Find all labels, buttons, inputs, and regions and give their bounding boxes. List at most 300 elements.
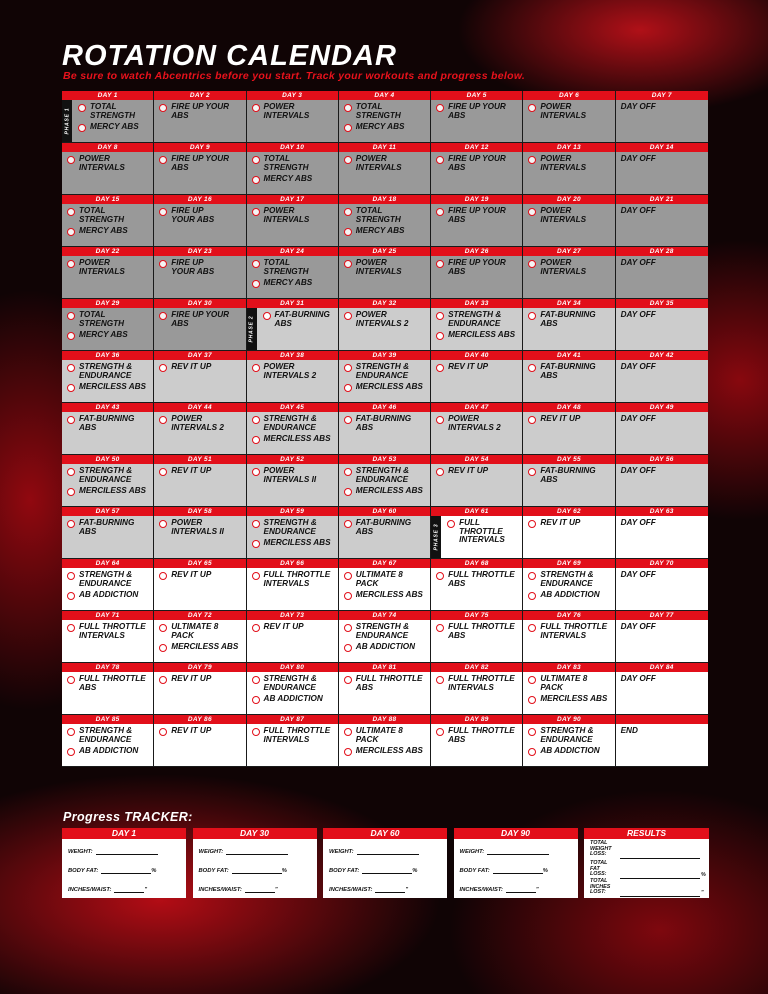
workout-entry[interactable] [344, 227, 428, 236]
workout-name [79, 467, 132, 484]
workout-entry[interactable] [67, 383, 151, 392]
day-header: DAY 10 [247, 143, 338, 152]
workout-entry[interactable] [436, 727, 520, 744]
workout-entry[interactable] [436, 675, 520, 692]
workout-name-line: POWER [171, 414, 203, 423]
workout-entry[interactable] [252, 727, 336, 744]
workout-name-line: MERCY ABS [79, 330, 128, 340]
workout-entry[interactable] [344, 259, 428, 276]
field-label: INCHES/WAIST: [198, 887, 242, 893]
body-fat-field[interactable] [199, 867, 287, 874]
workout-entry[interactable] [159, 623, 243, 640]
workout-name-line: REV IT UP [171, 466, 212, 475]
day-header: DAY 67 [339, 559, 430, 568]
checkbox-circle-icon[interactable] [67, 384, 75, 392]
workout-name-line: ABS [540, 370, 558, 380]
day-header: DAY 49 [616, 403, 708, 412]
write-in-line[interactable] [487, 848, 549, 855]
workout-name [356, 363, 409, 380]
checkbox-circle-icon[interactable] [436, 332, 444, 340]
workout-entry[interactable] [252, 695, 336, 704]
workout-entry[interactable] [344, 591, 428, 600]
workout-entry[interactable] [528, 747, 612, 756]
write-in-line[interactable] [493, 867, 543, 874]
workout-entry[interactable] [528, 103, 612, 120]
workout-entry[interactable] [528, 415, 612, 424]
checkbox-circle-icon[interactable] [67, 748, 75, 756]
checkbox-circle-icon[interactable] [78, 124, 86, 132]
workout-entry[interactable] [67, 571, 151, 588]
checkbox-circle-icon[interactable] [436, 364, 444, 372]
checkbox-circle-icon[interactable] [436, 624, 444, 632]
write-in-line[interactable] [362, 867, 412, 874]
workout-entry[interactable] [159, 727, 243, 736]
body-fat-field[interactable] [460, 867, 548, 874]
workout-entry[interactable] [344, 727, 428, 744]
checkbox-circle-icon[interactable] [436, 416, 444, 424]
day-header: DAY 86 [154, 715, 245, 724]
workout-name-line: FULL [459, 518, 480, 527]
checkbox-circle-icon[interactable] [67, 572, 75, 580]
workout-entry[interactable] [67, 675, 151, 692]
workout-entry[interactable] [159, 207, 243, 224]
workout-entry[interactable] [344, 155, 428, 172]
workout-name-line: ABS [448, 734, 466, 744]
checkbox-circle-icon[interactable] [67, 728, 75, 736]
workout-name [171, 519, 224, 536]
workout-entry[interactable] [67, 415, 151, 432]
checkbox-circle-icon[interactable] [344, 104, 352, 112]
workout-entry[interactable] [344, 571, 428, 588]
checkbox-circle-icon[interactable] [159, 644, 167, 652]
checkbox-circle-icon[interactable] [436, 156, 444, 164]
calendar-day-cell [616, 559, 708, 611]
workout-name [448, 155, 506, 172]
checkbox-circle-icon[interactable] [252, 208, 260, 216]
checkbox-circle-icon[interactable] [67, 260, 75, 268]
checkbox-circle-icon[interactable] [67, 364, 75, 372]
checkbox-circle-icon[interactable] [528, 624, 536, 632]
workout-entry[interactable] [67, 747, 151, 756]
workout-name [356, 103, 401, 120]
workout-entry[interactable] [528, 155, 612, 172]
write-in-line[interactable] [620, 895, 700, 897]
workout-name-line: YOUR ABS [171, 266, 215, 276]
checkbox-circle-icon[interactable] [344, 260, 352, 268]
weight-field[interactable] [68, 848, 158, 855]
checkbox-circle-icon[interactable] [528, 208, 536, 216]
write-in-line[interactable] [375, 886, 405, 893]
workout-name [356, 155, 402, 172]
checkbox-circle-icon[interactable] [344, 748, 352, 756]
checkbox-circle-icon[interactable] [252, 364, 260, 372]
checkbox-circle-icon[interactable] [528, 104, 536, 112]
workout-entry[interactable] [252, 279, 336, 288]
workout-entry[interactable] [67, 467, 151, 484]
checkbox-circle-icon[interactable] [344, 312, 352, 320]
workout-name-line: STRENGTH [90, 110, 136, 120]
total-weight-loss-field[interactable] [590, 841, 705, 859]
workout-entry[interactable] [528, 363, 612, 380]
calendar-day-cell [431, 559, 523, 611]
checkbox-circle-icon[interactable] [344, 676, 352, 684]
workout-entry[interactable] [67, 727, 151, 744]
checkbox-circle-icon[interactable] [528, 520, 536, 528]
checkbox-circle-icon[interactable] [528, 260, 536, 268]
checkbox-circle-icon[interactable] [67, 488, 75, 496]
workout-entry[interactable] [159, 311, 243, 328]
workout-entry[interactable] [67, 331, 151, 340]
workout-entry[interactable] [67, 363, 151, 380]
checkbox-circle-icon[interactable] [252, 468, 260, 476]
workout-entry[interactable] [528, 623, 612, 640]
workout-entry[interactable] [67, 623, 151, 640]
calendar-day-cell [523, 299, 615, 351]
workout-name-line: STRENGTH & [263, 674, 317, 683]
checkbox-circle-icon[interactable] [67, 416, 75, 424]
workout-name [356, 487, 423, 496]
workout-entry[interactable] [159, 643, 243, 652]
workout-name-line: STRENGTH & [448, 310, 502, 319]
body-fat-field[interactable] [68, 867, 156, 874]
checkbox-circle-icon[interactable] [252, 156, 260, 164]
workout-entry[interactable] [159, 571, 243, 580]
workout-entry[interactable] [344, 207, 428, 224]
checkbox-circle-icon[interactable] [159, 676, 167, 684]
checkbox-circle-icon[interactable] [528, 156, 536, 164]
checkbox-circle-icon[interactable] [67, 624, 75, 632]
checkbox-circle-icon[interactable] [344, 572, 352, 580]
checkbox-circle-icon[interactable] [436, 104, 444, 112]
checkbox-circle-icon[interactable] [159, 468, 167, 476]
workout-entry[interactable] [436, 207, 520, 224]
workout-entry[interactable] [344, 747, 428, 756]
checkbox-circle-icon[interactable] [67, 312, 75, 320]
checkbox-circle-icon[interactable] [528, 748, 536, 756]
checkbox-circle-icon[interactable] [67, 332, 75, 340]
workout-entry[interactable] [344, 123, 428, 132]
checkbox-circle-icon[interactable] [528, 696, 536, 704]
day-header: DAY 39 [339, 351, 430, 360]
workout-entry[interactable] [67, 519, 151, 536]
workout-entry[interactable] [344, 311, 428, 328]
workout-entry[interactable] [252, 467, 336, 484]
workout-entry[interactable] [159, 103, 243, 120]
checkbox-circle-icon[interactable] [436, 728, 444, 736]
checkbox-circle-icon[interactable] [159, 208, 167, 216]
checkbox-circle-icon[interactable] [436, 208, 444, 216]
workout-entry[interactable] [252, 623, 336, 632]
weight-field[interactable] [329, 848, 419, 855]
workout-entry[interactable] [344, 519, 428, 536]
inches-waist-field[interactable] [199, 886, 278, 893]
checkbox-circle-icon[interactable] [344, 624, 352, 632]
checkbox-circle-icon[interactable] [344, 384, 352, 392]
workout-entry[interactable] [159, 155, 243, 172]
workout-entry[interactable] [436, 623, 520, 640]
checkbox-circle-icon[interactable] [252, 280, 260, 288]
workout-entry[interactable] [344, 103, 428, 120]
workout-name-line: FAT-BURNING [540, 310, 596, 319]
workout-entry[interactable] [528, 727, 612, 744]
write-in-line[interactable] [96, 848, 158, 855]
write-in-line[interactable] [101, 867, 151, 874]
checkbox-circle-icon[interactable] [344, 208, 352, 216]
calendar-day-cell [616, 403, 708, 455]
workout-entry[interactable] [159, 363, 243, 372]
workout-name-line: END [620, 726, 638, 735]
write-in-line[interactable] [620, 857, 700, 859]
workout-entry[interactable] [436, 467, 520, 476]
workout-entry[interactable] [252, 571, 336, 588]
checkbox-circle-icon[interactable] [344, 228, 352, 236]
workout-name-line: FULL THROTTLE [263, 570, 331, 579]
workout-entry[interactable] [436, 415, 520, 432]
checkbox-circle-icon[interactable] [344, 364, 352, 372]
workout-name [448, 331, 515, 340]
workout-entry[interactable] [344, 383, 428, 392]
workout-entry[interactable] [252, 675, 336, 692]
checkbox-circle-icon[interactable] [252, 436, 260, 444]
workout-entry[interactable] [252, 435, 336, 444]
checkbox-circle-icon[interactable] [252, 696, 260, 704]
workout-entry[interactable] [252, 103, 336, 120]
checkbox-circle-icon[interactable] [528, 572, 536, 580]
calendar-day-cell [62, 247, 154, 299]
workout-entry[interactable] [436, 571, 520, 588]
inches-waist-field[interactable] [460, 886, 539, 893]
workout-entry[interactable] [528, 519, 612, 528]
workout-entry[interactable] [528, 695, 612, 704]
calendar-day-cell [62, 299, 154, 351]
write-in-line[interactable] [357, 848, 419, 855]
calendar-week [62, 663, 708, 715]
weight-field[interactable] [460, 848, 550, 855]
field-label: BODY FAT: [198, 868, 229, 874]
checkbox-circle-icon[interactable] [252, 728, 260, 736]
workout-entry[interactable] [159, 259, 243, 276]
workout-entry[interactable] [67, 259, 151, 276]
checkbox-circle-icon[interactable] [159, 416, 167, 424]
page-subtitle: Be sure to watch Abcentrics before you start. Track your workouts and progress below. [63, 70, 526, 82]
field-label: WEIGHT: [329, 849, 354, 855]
workout-entry[interactable] [528, 591, 612, 600]
checkbox-circle-icon[interactable] [67, 676, 75, 684]
workout-name [264, 539, 331, 548]
calendar-day-cell [523, 91, 615, 143]
workout-name [171, 467, 211, 476]
checkbox-circle-icon[interactable] [263, 312, 271, 320]
checkbox-circle-icon[interactable] [67, 468, 75, 476]
workout-name-line: REV IT UP [448, 466, 489, 475]
workout-entry[interactable] [159, 519, 243, 536]
workout-entry[interactable] [252, 207, 336, 224]
workout-entry[interactable] [344, 675, 428, 692]
workout-entry[interactable] [344, 363, 428, 380]
workout-name [448, 467, 488, 476]
checkbox-circle-icon[interactable] [159, 364, 167, 372]
checkbox-circle-icon[interactable] [436, 572, 444, 580]
workout-entry[interactable] [67, 487, 151, 496]
checkbox-circle-icon[interactable] [528, 468, 536, 476]
write-in-line[interactable] [245, 886, 275, 893]
workout-entry[interactable] [252, 259, 336, 276]
inches-waist-field[interactable] [329, 886, 408, 893]
checkbox-circle-icon[interactable] [344, 416, 352, 424]
workout-name-line: INTERVALS [540, 162, 587, 172]
workout-name [264, 207, 310, 224]
workout-name-line: TOTAL [263, 258, 291, 267]
workout-entry[interactable] [263, 311, 336, 328]
workout-entry[interactable] [159, 467, 243, 476]
workout-entry[interactable] [67, 591, 151, 600]
workout-entry[interactable] [252, 175, 336, 184]
workout-name-line: INTERVALS [540, 630, 587, 640]
checkbox-circle-icon[interactable] [159, 728, 167, 736]
checkbox-circle-icon[interactable] [67, 592, 75, 600]
checkbox-circle-icon[interactable] [344, 728, 352, 736]
day-header: DAY 28 [616, 247, 708, 256]
workout-entry[interactable] [436, 363, 520, 372]
workout-entry[interactable] [67, 311, 151, 328]
workout-entry[interactable] [528, 467, 612, 484]
write-in-line[interactable] [506, 886, 536, 893]
workout-name-line: STRENGTH & [79, 726, 133, 735]
day-header: DAY 62 [523, 507, 614, 516]
checkbox-circle-icon[interactable] [252, 572, 260, 580]
checkbox-circle-icon[interactable] [436, 260, 444, 268]
checkbox-circle-icon[interactable] [528, 676, 536, 684]
workout-name-line: ABS [540, 318, 558, 328]
calendar-day-cell [62, 715, 154, 767]
checkbox-circle-icon[interactable] [447, 520, 455, 528]
workout-entry[interactable] [436, 331, 520, 340]
checkbox-circle-icon[interactable] [252, 540, 260, 548]
checkbox-circle-icon[interactable] [436, 312, 444, 320]
checkbox-circle-icon[interactable] [252, 624, 260, 632]
workout-entry[interactable] [159, 415, 243, 432]
workout-name-line: ENDURANCE [355, 474, 409, 484]
checkbox-circle-icon[interactable] [159, 260, 167, 268]
workout-entry[interactable] [67, 227, 151, 236]
workout-entry[interactable] [78, 123, 151, 132]
checkbox-circle-icon[interactable] [67, 520, 75, 528]
field-label: INCHES/WAIST: [329, 887, 373, 893]
workout-entry[interactable] [528, 207, 612, 224]
write-in-line[interactable] [226, 848, 288, 855]
workout-name-line: FAT-BURNING [274, 310, 330, 319]
checkbox-circle-icon[interactable] [344, 156, 352, 164]
total-inches-lost-field[interactable] [590, 879, 705, 897]
checkbox-circle-icon[interactable] [436, 468, 444, 476]
checkbox-circle-icon[interactable] [67, 156, 75, 164]
checkbox-circle-icon[interactable] [344, 520, 352, 528]
checkbox-circle-icon[interactable] [159, 312, 167, 320]
checkbox-circle-icon[interactable] [252, 260, 260, 268]
workout-name [621, 363, 656, 372]
write-in-line[interactable] [232, 867, 282, 874]
workout-entry[interactable] [344, 623, 428, 640]
write-in-line[interactable] [114, 886, 144, 893]
workout-name-line: INTERVALS [263, 734, 310, 744]
checkbox-circle-icon[interactable] [252, 176, 260, 184]
checkbox-circle-icon[interactable] [528, 592, 536, 600]
checkbox-circle-icon[interactable] [159, 156, 167, 164]
workout-name [540, 591, 599, 600]
workout-entry[interactable] [67, 155, 151, 172]
workout-name-line: REV IT UP [540, 518, 581, 527]
body-fat-field[interactable] [329, 867, 417, 874]
workout-entry[interactable] [447, 519, 520, 545]
checkbox-circle-icon[interactable] [344, 124, 352, 132]
workout-name-line: MERCILESS ABS [355, 382, 423, 392]
workout-entry[interactable] [344, 467, 428, 484]
workout-entry[interactable] [344, 487, 428, 496]
checkbox-circle-icon[interactable] [67, 228, 75, 236]
checkbox-circle-icon[interactable] [528, 312, 536, 320]
workout-entry[interactable] [436, 259, 520, 276]
workout-entry[interactable] [67, 207, 151, 224]
workout-name-line: MERCY ABS [90, 122, 139, 132]
checkbox-circle-icon[interactable] [252, 520, 260, 528]
workout-entry[interactable] [344, 415, 428, 432]
day-header: DAY 46 [339, 403, 430, 412]
workout-entry[interactable] [528, 571, 612, 588]
checkbox-circle-icon[interactable] [344, 644, 352, 652]
workout-entry[interactable] [159, 675, 243, 684]
checkbox-circle-icon[interactable] [67, 208, 75, 216]
checkbox-circle-icon[interactable] [159, 572, 167, 580]
day-header: DAY 25 [339, 247, 430, 256]
workout-entry[interactable] [436, 311, 520, 328]
checkbox-circle-icon[interactable] [252, 416, 260, 424]
workout-entry[interactable] [252, 415, 336, 432]
checkbox-circle-icon[interactable] [159, 520, 167, 528]
inches-waist-field[interactable] [68, 886, 147, 893]
checkbox-circle-icon[interactable] [528, 728, 536, 736]
workout-entry[interactable] [344, 643, 428, 652]
day-header: DAY 69 [523, 559, 614, 568]
day-header: DAY 38 [247, 351, 338, 360]
checkbox-circle-icon[interactable] [344, 488, 352, 496]
workout-entry[interactable] [436, 155, 520, 172]
checkbox-circle-icon[interactable] [436, 676, 444, 684]
workout-entry[interactable] [436, 103, 520, 120]
checkbox-circle-icon[interactable] [252, 104, 260, 112]
workout-entry[interactable] [252, 539, 336, 548]
calendar-day-cell [616, 247, 708, 299]
workout-entry[interactable] [252, 363, 336, 380]
workout-entry[interactable] [252, 155, 336, 172]
workout-name [356, 123, 405, 132]
checkbox-circle-icon[interactable] [159, 624, 167, 632]
checkbox-circle-icon[interactable] [528, 364, 536, 372]
checkbox-circle-icon[interactable] [344, 468, 352, 476]
weight-field[interactable] [199, 848, 289, 855]
checkbox-circle-icon[interactable] [159, 104, 167, 112]
workout-entry[interactable] [252, 519, 336, 536]
workout-entry[interactable] [528, 675, 612, 692]
checkbox-circle-icon[interactable] [344, 592, 352, 600]
checkbox-circle-icon[interactable] [78, 104, 86, 112]
checkbox-circle-icon[interactable] [252, 676, 260, 684]
workout-entry[interactable] [78, 103, 151, 120]
total-fat-loss-field[interactable] [590, 861, 705, 879]
calendar-week [62, 351, 708, 403]
workout-entry[interactable] [528, 311, 612, 328]
checkbox-circle-icon[interactable] [528, 416, 536, 424]
workout-entry[interactable] [528, 259, 612, 276]
